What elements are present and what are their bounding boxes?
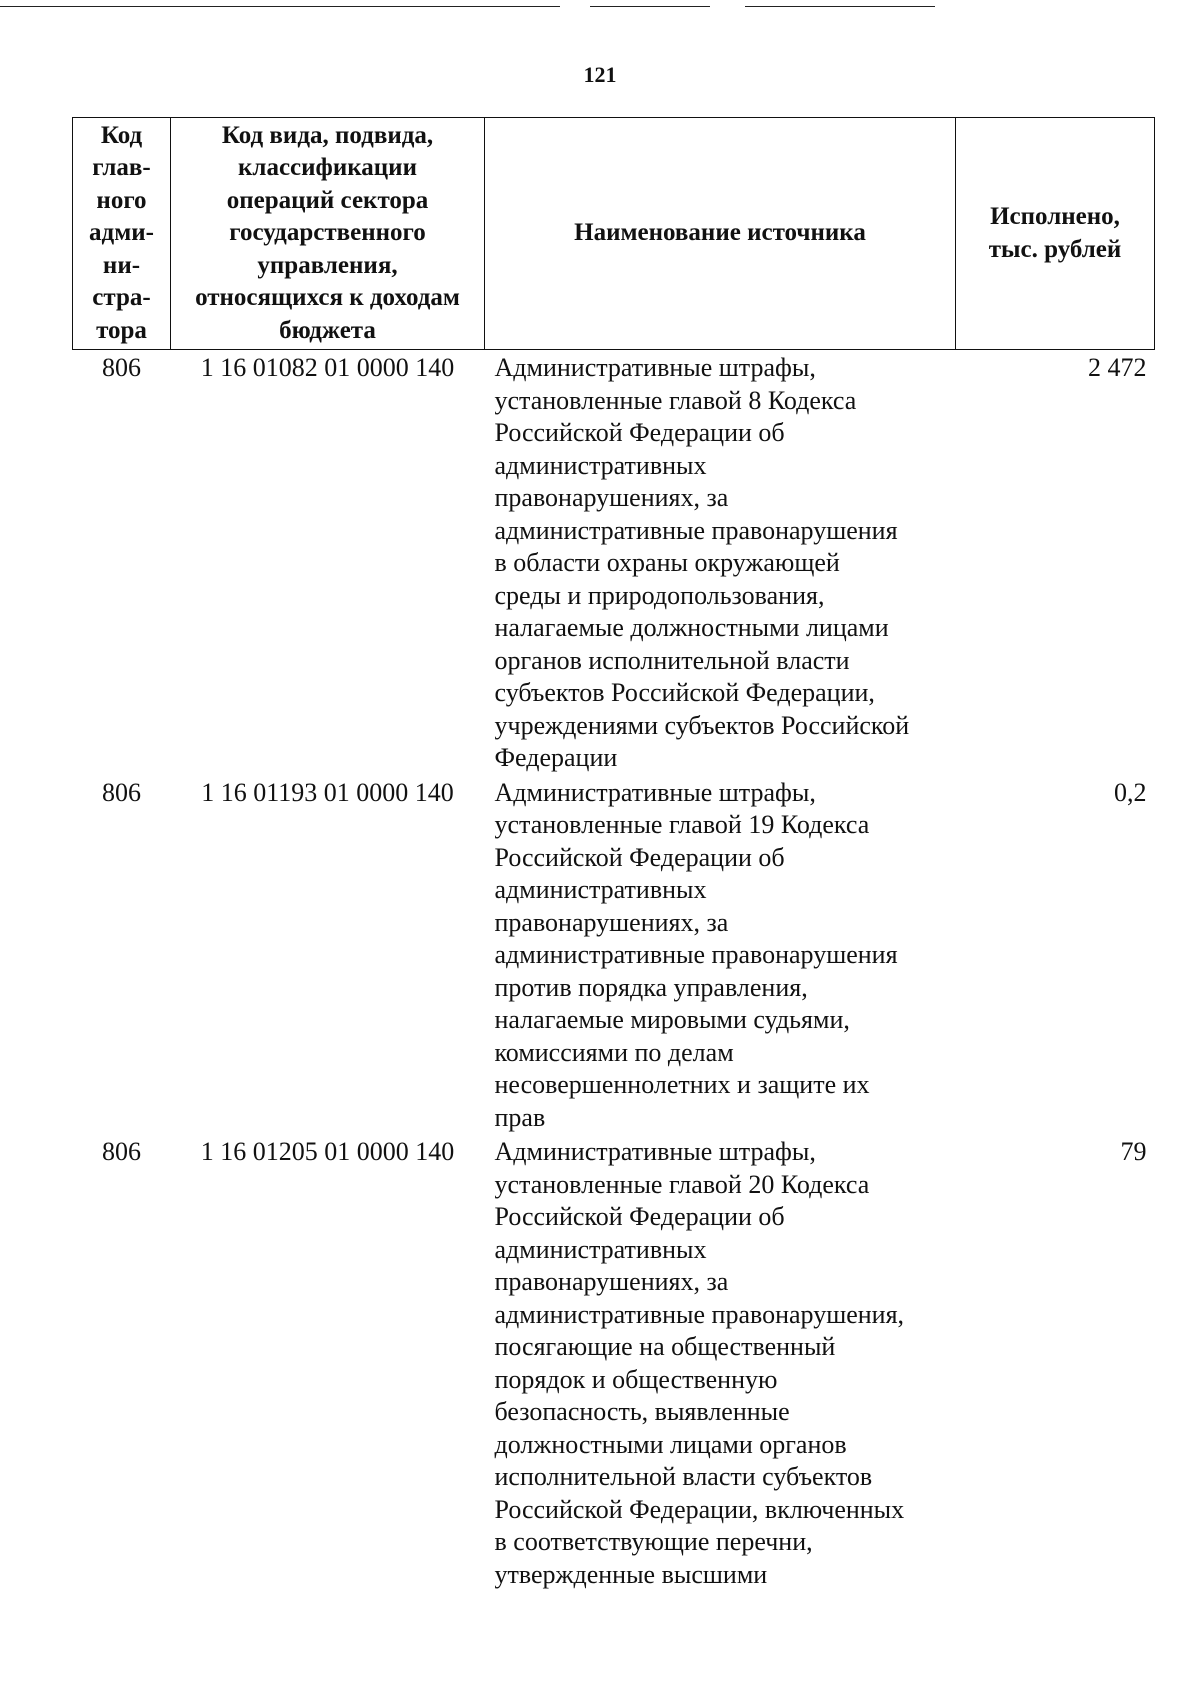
cell-admin-code: 806: [102, 1137, 141, 1166]
header-source-name: Наименование источника: [485, 118, 956, 350]
scan-edge-line-middle: [590, 6, 710, 7]
table-row: [73, 775, 1155, 1135]
page-number: 121: [583, 62, 617, 87]
table-header-row: [73, 118, 1155, 350]
cell-executed: 2 472: [1088, 353, 1147, 382]
cell-type-code: 1 16 01193 01 0000 140: [201, 777, 454, 807]
table-row: [73, 1134, 1155, 1591]
cell-executed: 79: [1120, 1137, 1147, 1166]
cell-type-code: 1 16 01205 01 0000 140: [200, 1137, 455, 1166]
cell-source-name: Административные штрафы, установленные главой 19 Кодекса Российской Федерации об административных правонарушениях, за административные правонарушения против порядка управления, налагаемые мировыми судьями, комиссиями по делам несовершеннолетних и защите их прав: [494, 777, 898, 1132]
table-row: [73, 350, 1155, 775]
cell-admin-code: 806: [102, 777, 141, 807]
header-type-code: Код вида, подвида, классификации операций сектора государственного управления, относящихся к доходам бюджета: [171, 118, 485, 350]
cell-source-name: Административные штрафы, установленные главой 20 Кодекса Российской Федерации об административных правонарушениях, за административные правонарушения, посягающие на общественный порядок и общественную безопасность, выявленные должностными лицами органов исполнительной власти субъектов Российской Федерации, включенных в соответствующие перечни, утвержденные высшими: [494, 1137, 905, 1589]
header-admin-code: Код глав- ного адми- ни- стра- тора: [73, 118, 171, 350]
cell-type-code: 1 16 01082 01 0000 140: [200, 353, 455, 382]
header-executed: Исполнено, тыс. рублей: [956, 118, 1155, 350]
cell-source-name: Административные штрафы, установленные главой 8 Кодекса Российской Федерации об административных правонарушениях, за административные правонарушения в области охраны окружающей среды и природопользования, налагаемые должностными лицами органов исполнительной власти субъектов Российской Федерации, учреждениями субъектов Российской Федерации: [494, 353, 910, 772]
budget-table: [72, 117, 1155, 1591]
scan-edge-line-left: [0, 6, 560, 7]
cell-admin-code: 806: [102, 353, 141, 382]
cell-executed: 0,2: [1114, 777, 1147, 807]
scan-edge-line-right: [745, 6, 935, 7]
